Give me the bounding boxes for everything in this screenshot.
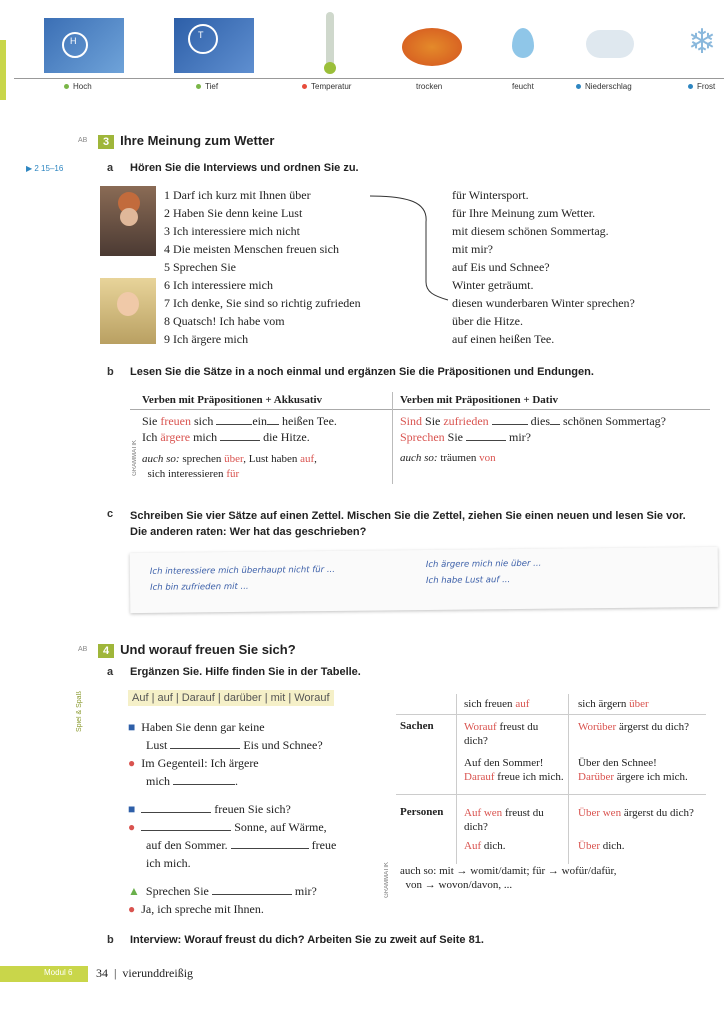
page-number: 34 | vierunddreißig	[96, 966, 194, 980]
th-freuen: sich freuen auf	[464, 698, 530, 710]
akk-row-2: Ich ärgere mich die Hitze.	[142, 430, 310, 444]
dat-also: auch so: träumen von	[400, 452, 496, 464]
letter-3a: a	[107, 162, 114, 174]
instruction-4a: Ergänzen Sie. Hilfe finden Sie in der Tabelle.	[130, 666, 361, 678]
start-5: 5 Sprechen Sie	[164, 260, 236, 274]
row-personen: Personen	[400, 806, 444, 818]
label-trocken: trocken	[416, 82, 443, 91]
dry-earth-icon	[402, 28, 462, 66]
start-1: 1 Darf ich kurz mit Ihnen über	[164, 188, 311, 202]
label-feucht: feucht	[512, 82, 534, 91]
start-7: 7 Ich denke, Sie sind so richtig zufrieden	[164, 296, 361, 310]
letter-3c: c	[107, 508, 114, 520]
map-low-icon: T	[174, 18, 254, 73]
audio-track-3a[interactable]: ▶ 2 15–16	[26, 164, 64, 173]
photo-woman-hat	[100, 186, 156, 256]
start-6: 6 Ich interessiere mich	[164, 278, 273, 292]
modul-tab: Modul 6	[0, 966, 88, 982]
letter-4b: b	[107, 934, 114, 946]
instruction-3a: Hören Sie die Interviews und ordnen Sie zu.	[130, 162, 359, 174]
section-4-title: 4 Und worauf freuen Sie sich?	[98, 641, 296, 659]
note-paper: Ich interessiere mich überhaupt nicht für ... Ich bin zufrieden mit ... Ich ärgere mich nie über ... Ich habe Lust auf ...	[130, 547, 719, 613]
row-sachen: Sachen	[400, 720, 434, 732]
akk-row-1: Sie freuen sich ein heißen Tee.	[142, 414, 337, 428]
start-2: 2 Haben Sie denn keine Lust	[164, 206, 303, 220]
match-line	[368, 192, 450, 302]
start-3: 3 Ich interessiere mich nicht	[164, 224, 300, 238]
label-hoch: Hoch	[64, 82, 92, 91]
akk-also: auch so: sprechen über, Lust haben auf, sich interessieren für	[142, 453, 317, 480]
word-box: Auf | auf | Darauf | darüber | mit | Worauf	[128, 690, 334, 706]
th-aergern: sich ärgern über	[578, 698, 649, 710]
dat-row-2: Sprechen Sie mir?	[400, 430, 531, 444]
letter-3b: b	[107, 366, 114, 378]
sentence-ends: für Wintersport. für Ihre Meinung zum Wetter. mit diesem schönen Sommertag. mit mir? auf Eis und Schnee? Winter geträumt. diesen wunderbaren Winter sprechen? über die Hitze. auf einen heißen Tee.	[452, 188, 635, 346]
letter-4a: a	[107, 666, 114, 678]
grammatik-tag-3b: GRAMMATIK	[132, 440, 138, 476]
dat-row-1: Sind Sie zufrieden dies schönen Sommertag?	[400, 414, 666, 428]
map-high-icon: H	[44, 18, 124, 73]
start-4: 4 Die meisten Menschen freuen sich	[164, 242, 339, 256]
start-9: 9 Ich ärgere mich	[164, 332, 249, 346]
dat-header: Verben mit Präpositionen + Dativ	[400, 394, 559, 406]
start-8: 8 Quatsch! Ich habe vom	[164, 314, 285, 328]
instruction-3c: Schreiben Sie vier Sätze auf einen Zettel. Mischen Sie die Zettel, ziehen Sie einen neuen und lesen Sie vor. Die anderen raten: Wer hat das geschrieben?	[130, 510, 686, 538]
instruction-4b: Interview: Worauf freust du dich? Arbeiten Sie zu zweit auf Seite 81.	[130, 934, 484, 946]
grammatik-tag-4: GRAMMATIK	[384, 862, 390, 898]
label-niederschlag: Niederschlag	[576, 82, 632, 91]
akk-header: Verben mit Präpositionen + Akkusativ	[142, 394, 323, 406]
label-frost: Frost	[688, 82, 715, 91]
photo-woman-blonde	[100, 278, 156, 344]
instruction-3b: Lesen Sie die Sätze in a noch einmal und ergänzen Sie die Präpositionen und Endungen.	[130, 366, 594, 378]
section-3-title: 3 Ihre Meinung zum Wetter	[98, 132, 274, 150]
weather-strip	[14, 8, 724, 88]
snowflake-icon: ❄	[687, 23, 717, 61]
spiel-spass-tag: Spiel & Spaß	[76, 691, 83, 732]
page-edge	[0, 40, 6, 100]
ab-tag-4: AB	[78, 646, 88, 653]
drop-icon	[512, 28, 534, 58]
label-tief: Tief	[196, 82, 218, 91]
cloud-snow-icon	[586, 30, 634, 58]
thermometer-icon	[326, 12, 334, 68]
ab-tag-3: AB	[78, 137, 88, 144]
strip-divider	[14, 78, 724, 79]
dialogue: ■ Haben Sie denn gar keine Lust Eis und Schnee? ● Im Gegenteil: Ich ärgere mich . ■ freuen Sie sich? ● Sonne, auf Wärme, auf den Sommer. freue ich mich. ▲ Sprechen Sie mir? ● Ja, ich spreche mit Ihnen.	[128, 720, 337, 916]
table-also: auch so: mit → womit/damit; für → wofür/dafür, von → wovon/davon, ...	[400, 865, 617, 891]
grammar-box-3b	[130, 392, 710, 484]
label-temperatur: Temperatur	[302, 82, 351, 91]
